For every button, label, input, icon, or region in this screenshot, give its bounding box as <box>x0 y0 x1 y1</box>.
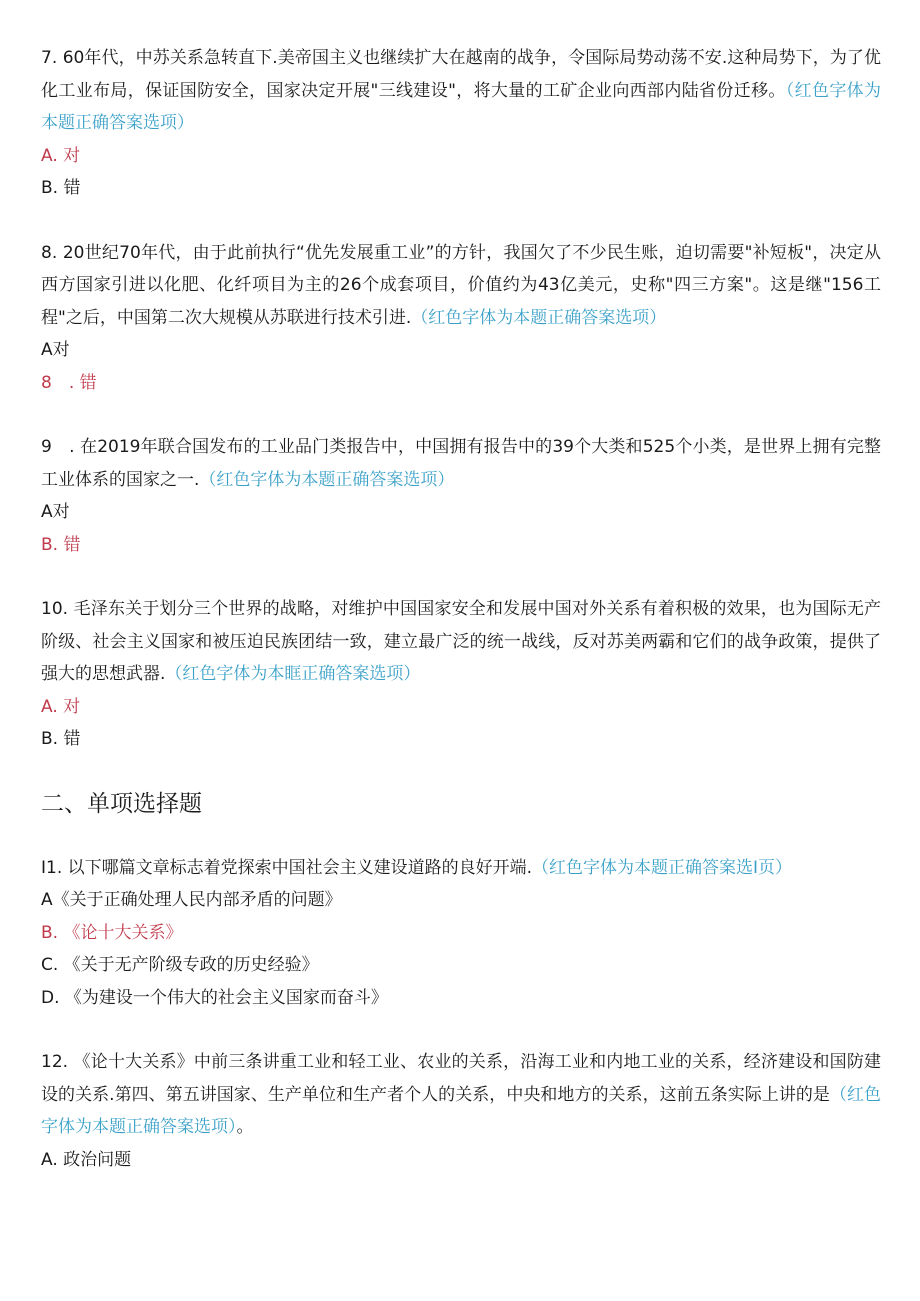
question-body: I1. 以下哪篇文章标志着党探索中国社会主义建设道路的良好开端. <box>41 857 533 878</box>
question-text <box>41 852 881 885</box>
question-body: 7. 60年代，中苏关系急转直下.美帝国主义也继续扩大在越南的战争，令国际局势动荡不安.这种局势下，为了优化工业布局，保证国防安全，国家决定开展"三线建设"，将大量的工矿企业向西部内陆省份迁移。 <box>41 48 881 101</box>
question-12 <box>41 1046 881 1176</box>
question-body: 8. 20世纪70年代，由于此前执行“优先发展重工业”的方针，我国欠了不少民生账，迫切需要"补短板"，决定从西方国家引进以化肥、化纤项目为主的26个成套项目，价值约为43亿美元，史称"四三方案"。这是继"156工程"之后，中国第二次大规模从苏联进行技术引进. <box>41 242 881 328</box>
answer-hint: （红色字体为本题正确答案选项） <box>411 307 667 328</box>
question-9 <box>41 431 881 561</box>
option-a: A. 对 <box>41 145 81 166</box>
section-title: 二、单项选择题 <box>41 790 202 817</box>
question-body: 10. 毛泽东关于划分三个世界的战略，对维护中国国家安全和发展中国对外关系有着积极的效果，也为国际无产阶级、社会主义国家和被压迫民族团结一致，建立最广泛的统一战线，反对苏美两霸和它们的战争政策，提供了强大的思想武器. <box>41 599 881 684</box>
option-a: A对 <box>41 502 70 522</box>
option-a: A. 政治问题 <box>41 1149 132 1170</box>
question-suffix: 。 <box>236 1117 254 1137</box>
question-text <box>41 431 881 496</box>
answer-hint: （红色字体为本题正确答案选项） <box>41 80 882 133</box>
option-b: B. 错 <box>41 534 81 555</box>
question-7 <box>41 42 881 205</box>
question-text <box>41 593 881 691</box>
answer-hint: （红色字体为本眶正确答案选项） <box>165 664 421 684</box>
option-b: B. 错 <box>41 729 81 749</box>
option-d: D. 《为建设一个伟大的社会主义国家而奋斗》 <box>41 987 388 1008</box>
question-8 <box>41 237 881 400</box>
option-b: B. 《论十大关系》 <box>41 922 183 943</box>
answer-hint: （红色字体为本题正确答案选项） <box>199 469 455 490</box>
question-10 <box>41 593 881 756</box>
question-body: 9 . 在2019年联合国发布的工业品门类报告中，中国拥有报告中的39个大类和525个小类，是世界上拥有完整工业体系的国家之一. <box>41 437 881 490</box>
option-b: B. 错 <box>41 178 81 198</box>
document-page <box>41 42 881 1208</box>
option-a: A对 <box>41 340 70 360</box>
question-text <box>41 42 881 140</box>
answer-hint: （红色字体为本题正确答案选项） <box>41 1084 882 1137</box>
option-c: C. 《关于无产阶级专政的历史经验》 <box>41 955 319 975</box>
option-a: A. 对 <box>41 696 81 717</box>
option-b: 8 . 错 <box>41 372 97 393</box>
question-11 <box>41 852 881 1015</box>
question-text <box>41 1046 881 1144</box>
question-body: 12. 《论十大关系》中前三条讲重工业和轻工业、农业的关系，沿海工业和内地工业的关系，经济建设和国防建设的关系.第四、第五讲国家、生产单位和生产者个人的关系，中央和地方的关系，这前五条实际上讲的是 <box>41 1052 881 1105</box>
answer-hint: （红色字体为本题正确答案选I页） <box>532 857 793 878</box>
option-a: A《关于正确处理人民内部矛盾的问题》 <box>41 890 342 910</box>
question-text <box>41 237 881 335</box>
